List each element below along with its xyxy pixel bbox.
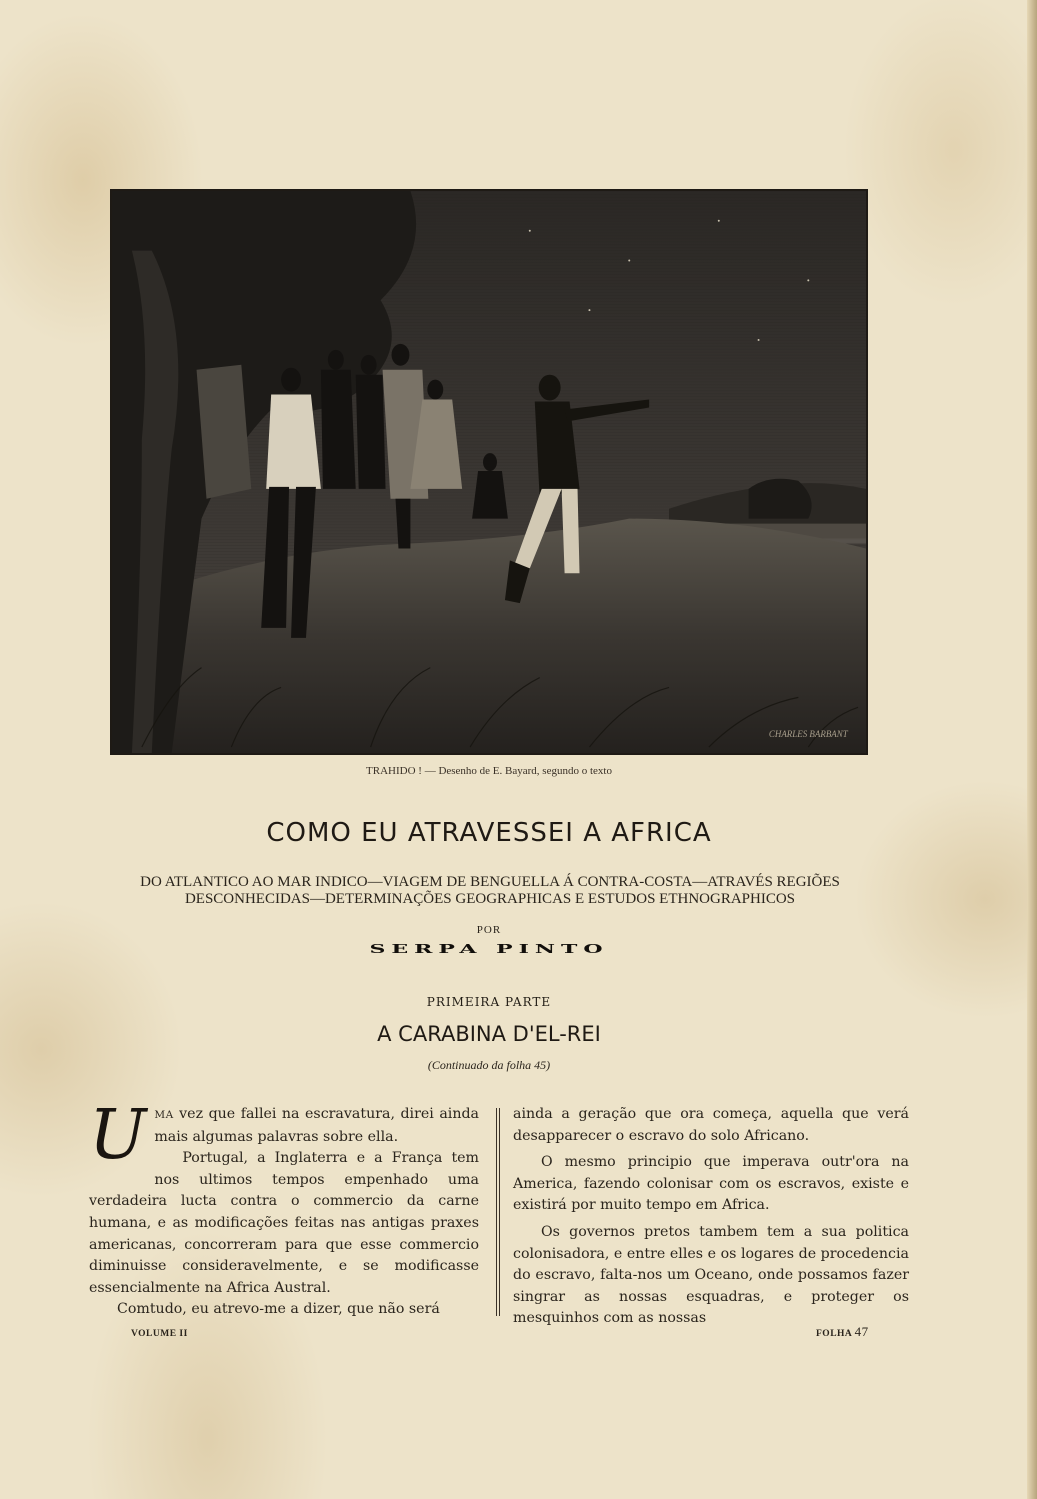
subtitle-line-1: DO ATLANTICO AO MAR INDICO—VIAGEM DE BENGUELLA Á CONTRA-COSTA—ATRAVÉS REGIÕES bbox=[140, 874, 840, 890]
illustration-caption: TRAHIDO ! — Desenho de E. Bayard, segundo o texto bbox=[366, 765, 612, 777]
folha-label bbox=[816, 1324, 869, 1340]
paragraph: Os governos pretos tambem tem a sua politica colonisadora, e entre elles e os logares de procedencia do escravo, falta-nos um Oceano, onde possamos fazer singrar as nossas esquadras, e proteger os mesquinhos com as nossas bbox=[513, 1223, 909, 1327]
right-column bbox=[513, 1104, 909, 1330]
paragraph: Portugal, a Inglaterra e a França tem nos ultimos tempos empenhado uma verdadeira lucta contra o commercio da carne humana, e as modificações feitas nas antigas praxes americanas, concorreram para que esse commercio diminuisse consideravelmente, e se modificasse essencialmente na Africa Austral. bbox=[89, 1150, 479, 1296]
subtitle bbox=[60, 874, 920, 908]
paragraph: Comtudo, eu atrevo-me a dizer, que não será bbox=[117, 1301, 440, 1318]
page-title: COMO EU ATRAVESSEI A AFRICA bbox=[266, 818, 712, 848]
part-heading: PRIMEIRA PARTE bbox=[426, 995, 552, 1009]
engraver-signature: CHARLES BARBANT bbox=[768, 729, 848, 740]
left-column bbox=[89, 1096, 479, 1321]
column-rule bbox=[496, 1108, 497, 1316]
volume-label: VOLUME II bbox=[131, 1329, 188, 1339]
author-name: SERPA PINTO bbox=[369, 942, 609, 957]
paragraph: ainda a geração que ora começa, aquella que verá desapparecer o escravo do solo Africano. bbox=[513, 1106, 909, 1144]
subtitle-line-2: DESCONHECIDAS—DETERMINAÇÕES GEOGRAPHICAS E ESTUDOS ETHNOGRAPHICOS bbox=[184, 891, 796, 907]
engraving-illustration bbox=[110, 189, 868, 755]
paragraph-text: vez que fallei na escravatura, direi ainda mais algumas palavras sobre ella. bbox=[154, 1106, 479, 1145]
folha-word: FOLHA bbox=[816, 1329, 852, 1339]
by-label: POR bbox=[476, 924, 502, 936]
continued-note: (Continuado da folha 45) bbox=[427, 1058, 551, 1072]
paragraph: O mesmo principio que imperava outr'ora na America, fazendo colonisar com os escravos, existe e existirá por muito tempo em Africa. bbox=[513, 1154, 909, 1214]
column-rule bbox=[499, 1108, 500, 1316]
drop-cap: U bbox=[89, 1096, 147, 1175]
folha-number: 47 bbox=[854, 1324, 869, 1339]
paragraph bbox=[89, 1104, 479, 1148]
page-edge bbox=[1027, 0, 1037, 1499]
first-word: MA bbox=[154, 1109, 174, 1121]
engraving-drawing bbox=[112, 191, 866, 753]
section-heading: A CARABINA D'EL-REI bbox=[377, 1022, 601, 1046]
